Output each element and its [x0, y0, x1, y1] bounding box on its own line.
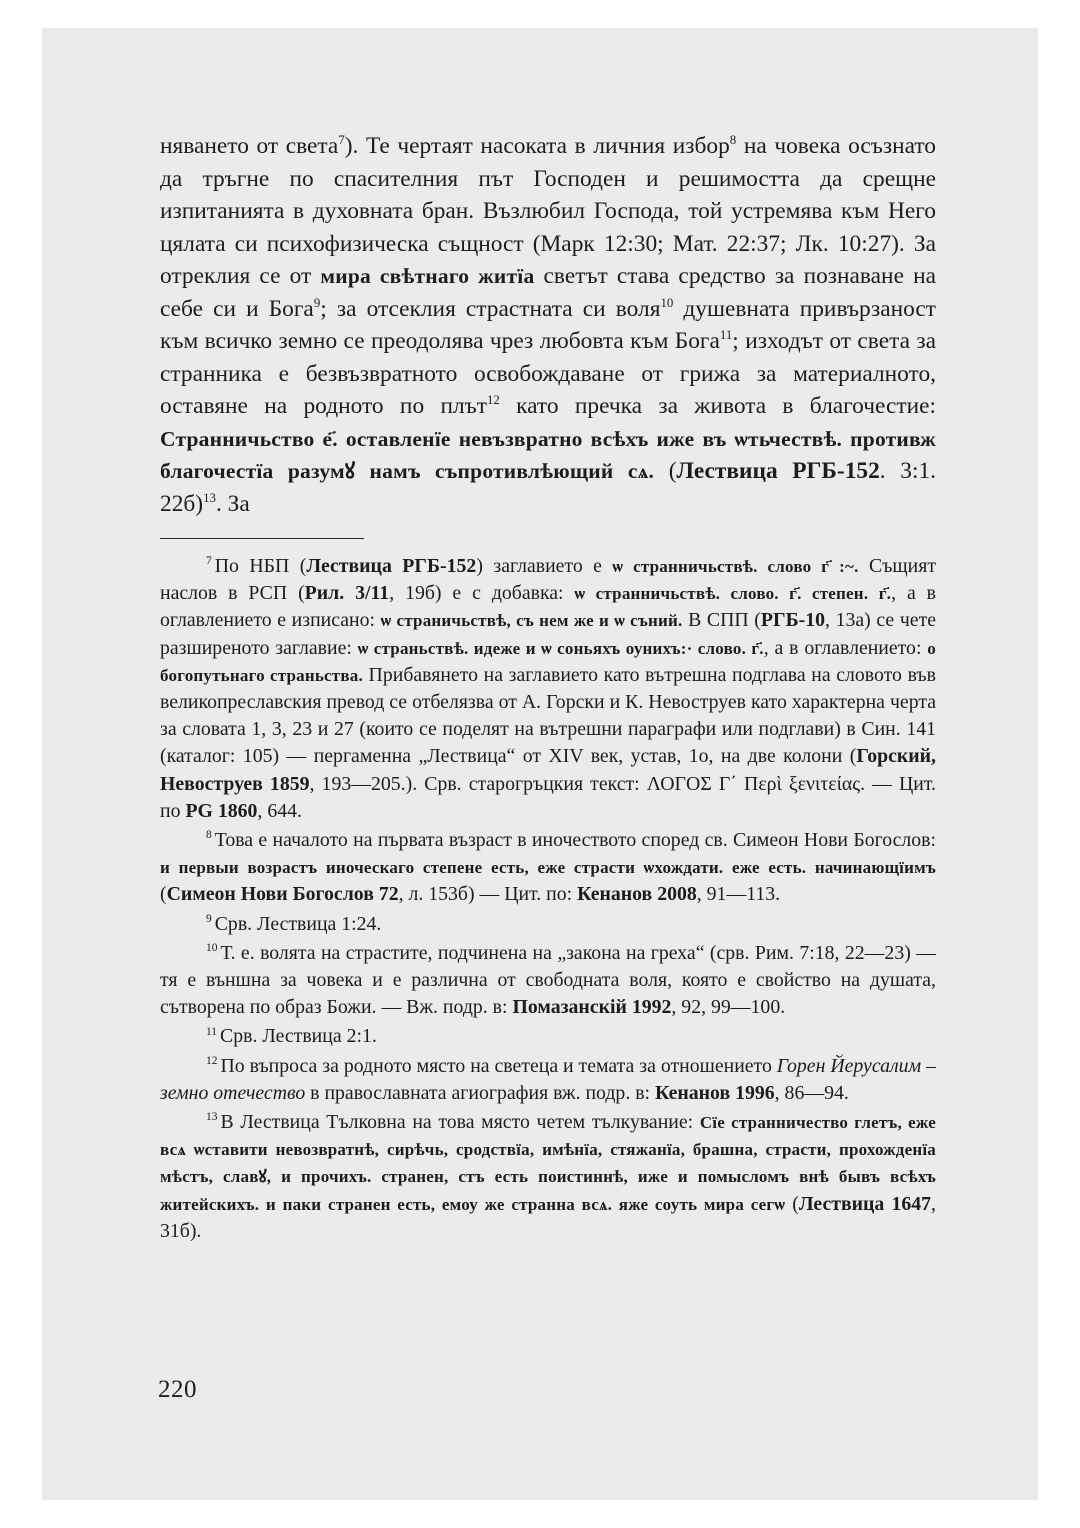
source-citation: Лествица РГБ-152: [676, 458, 880, 484]
footnote-number: 9: [206, 913, 212, 926]
church-slavonic-quote: мира свѣтнаго житїа: [320, 264, 535, 288]
footnote-ref-13[interactable]: 13: [203, 490, 216, 505]
footnote-13: $^{13}$ В Лествица Тълковна на това място четем тълкувание: Сїе странничество глетъ, еже всѧ ѡставити невозвратнѣ, сирѣчь, сродствїа, имѣнїа, стяжанїа, брашна, страсти, прохожденїа мѣстъ, славꙋ, и прочихъ. странен, стъ есть поистиннѣ, иже и помысломъ внѣ бывъ всѣхъ житейскихъ. и паки странен есть, емоу же странна всѧ. яже соуть мира сегѡ (Лествица 1647, 31б).: [160, 1111, 936, 1242]
footnote-9: $^9$ Срв. Лествица 1:24.: [206, 912, 382, 935]
footnote-ref-9[interactable]: 9: [313, 295, 321, 310]
footnote-number: 7: [206, 555, 212, 568]
footnote-number: 12: [206, 1055, 218, 1068]
footnote-number: 11: [206, 1025, 218, 1038]
footnote-number: 10: [206, 942, 218, 955]
page-content: [160, 130, 936, 1247]
footnote-10: $^{10}$ Т. е. волята на страстите, подчинена на „закона на греха“ (срв. Рим. 7:18, 22—23) — тя е външна за човека и е различна от свободната воля, която е свойство на душата, сътворена по образ Божи. — Вж. подр. в: Помазанскій 1992, 92, 99—100.: [160, 941, 936, 1019]
footnote-ref-11[interactable]: 11: [719, 328, 733, 343]
footnote-number: 13: [206, 1111, 218, 1124]
footnote-ref-12[interactable]: 12: [486, 393, 500, 408]
footnote-ref-8[interactable]: 8: [729, 133, 737, 148]
footnote-8: $^8$ Това е началото на първата възраст в иночеството според св. Симеон Нови Богослов: и первыи возрастъ иноческаго степене есть, еже страсти ѡхождати. еже есть. начинающїимъ (Симеон Нови Богослов 72, л. 153б) — Цит. по: Кенанов 2008, 91—113.: [160, 829, 936, 906]
footnote-11: $^{11}$ Срв. Лествица 2:1.: [206, 1025, 377, 1048]
church-slavonic-quote: Странничьство е҃. оставленїе невъзвратно всѣхъ иже въ ѡтьчествѣ. противж благочестїа разумꙋ намъ съпротивлѣющий сѧ.: [160, 426, 936, 483]
footnote-12: $^{12}$ По въпроса за родното място на светеца и темата за отношението Горен Йерусалим – земно отечество в православната агиография вж. подр. в: Кенанов 1996, 86—94.: [160, 1054, 936, 1104]
footnote-ref-10[interactable]: 10: [660, 295, 674, 310]
footnote-number: 8: [206, 829, 212, 842]
footnote-7: $^7$ По НБП (Лествица РГБ-152) заглавието е ѡ странничьствѣ. слово г҃ :~. Същият наслов в РСП (Рил. 3/11, 19б) е с добавка: ѡ странничьствѣ. слово. г҃. степен. г҃., а в оглавлението е изписано: ѡ страничьствѣ, съ нем же и ѡ съний. В СПП (РГБ-10, 13а) се чете разширеното заглавие: ѡ страньствѣ. идеже и ѡ соньяхъ оунихъ:· слово. г҃., а в оглавлението: о богопутьнаго страньства. Прибавянето на заглавието като вътрешна подглава на словото във великопреславския превод се отбелязва от А. Горски и К. Невоструев като характерна черта за словата 1, 3, 23 и 27 (които се поделят на вътрешни параграфи или подглави) в Син. 141 (каталог: 105) — пергаменна „Лествица“ от XIV век, устав, 1о, на две колони (Горский, Невоструев 1859, 193—205.). Срв. старогръцкия текст: ΛΟΓΟΣ Γ΄ Περὶ ξενιτείας. — Цит. по PG 1860, 644.: [160, 555, 937, 822]
footnote-separator: [160, 538, 364, 539]
footnote-ref-7[interactable]: 7: [338, 133, 345, 148]
page-number: 220: [158, 1376, 197, 1403]
main-paragraph: няването от света$^7$). Те чертаят насоката в личния избор$^8$ на човека осъзнато да тръгне по спасителния път Господен и решимостта да срещне изпитанията в духовната бран. Възлюбил Господа, той устремява към Него цялата си психофизическа същност (Марк 12:30; Мат. 22:37; Лк. 10:27). За отреклия се от мира свѣтнаго житїа светът става средство за познаване на себе си и Бога$^9$; за отсеклия страстната си воля$^{10}$ душевната привързаност към всичко земно се преодолява чрез любовта към Бога$^{11}$; изходът от света за странника е безвъзвратното освобождаване от грижа за материалното, оставяне на родното по плът$^{12}$ като пречка за живота в благочестие: Странничьство е҃. оставленїе невъзвратно всѣхъ иже въ ѡтьчествѣ. противж благочестїа разумꙋ намъ съпротивлѣющий сѧ. (Лествица РГБ-152. 3:1. 22б)$^{13}$. За: [160, 133, 937, 517]
